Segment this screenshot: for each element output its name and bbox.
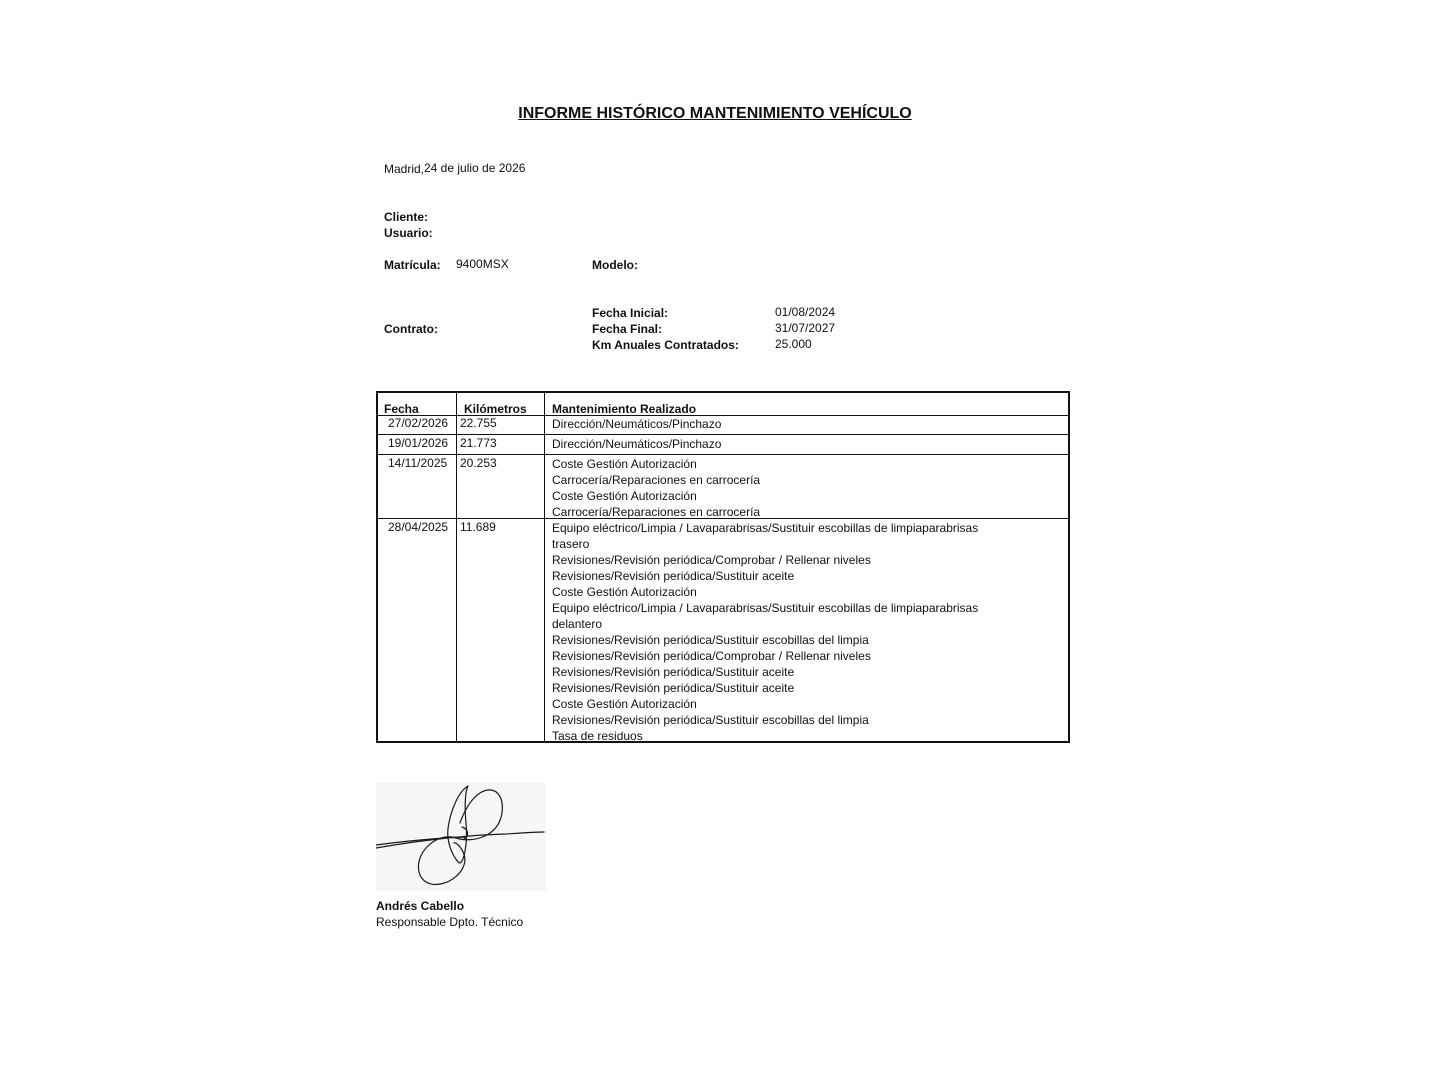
row-km: 11.689 <box>460 520 496 534</box>
maintenance-item: Coste Gestión Autorización <box>552 489 697 503</box>
signatory-role: Responsable Dpto. Técnico <box>376 915 524 929</box>
row-km: 21.773 <box>460 436 497 450</box>
maintenance-item: Carrocería/Reparaciones en carrocería <box>552 505 761 519</box>
maintenance-item: Equipo eléctrico/Limpia / Lavaparabrisas/Sustituir escobillas de limpiaparabrisas <box>552 521 979 535</box>
fecha-final-label: Fecha Final: <box>592 322 663 336</box>
maintenance-item: trasero <box>552 537 590 551</box>
maintenance-item: Revisiones/Revisión periódica/Sustituir escobillas del limpia <box>552 633 869 647</box>
km-anuales-label: Km Anuales Contratados: <box>592 338 739 352</box>
modelo-label: Modelo: <box>592 258 638 272</box>
maintenance-item: Dirección/Neumáticos/Pinchazo <box>552 437 722 451</box>
row-fecha: 19/01/2026 <box>388 436 449 450</box>
row-km: 22.755 <box>460 416 497 430</box>
header-fecha: Fecha <box>384 402 419 416</box>
column-divider <box>544 393 545 741</box>
matricula-label: Matrícula: <box>384 258 441 272</box>
maintenance-item: Revisiones/Revisión periódica/Comprobar / Rellenar niveles <box>552 649 871 663</box>
maintenance-item: Revisiones/Revisión periódica/Sustituir aceite <box>552 681 795 695</box>
fecha-final-value: 31/07/2027 <box>775 321 836 335</box>
maintenance-item: Equipo eléctrico/Limpia / Lavaparabrisas/Sustituir escobillas de limpiaparabrisas <box>552 601 979 615</box>
signature-image <box>376 783 546 891</box>
maintenance-item: Revisiones/Revisión periódica/Sustituir escobillas del limpia <box>552 713 869 727</box>
row-maintenance <box>552 520 978 744</box>
matricula-value: 9400MSX <box>456 257 509 271</box>
row-fecha: 14/11/2025 <box>388 456 448 470</box>
maintenance-item: Carrocería/Reparaciones en carrocería <box>552 473 761 487</box>
row-divider <box>378 434 1068 435</box>
maintenance-item: Revisiones/Revisión periódica/Sustituir aceite <box>552 665 795 679</box>
maintenance-item: Dirección/Neumáticos/Pinchazo <box>552 417 722 431</box>
row-fecha: 28/04/2025 <box>388 520 449 534</box>
row-divider <box>378 454 1068 455</box>
row-km: 20.253 <box>460 456 497 470</box>
header-mantenimiento: Mantenimiento Realizado <box>552 402 697 416</box>
row-maintenance <box>552 416 721 432</box>
contrato-label: Contrato: <box>384 322 438 336</box>
km-anuales-value: 25.000 <box>775 337 812 351</box>
fecha-inicial-label: Fecha Inicial: <box>592 306 669 320</box>
header-kilometros: Kilómetros <box>464 402 527 416</box>
maintenance-item: Tasa de residuos <box>552 729 643 743</box>
row-fecha: 27/02/2026 <box>388 416 449 430</box>
maintenance-item: Coste Gestión Autorización <box>552 585 697 599</box>
place: Madrid, <box>384 162 425 176</box>
row-maintenance <box>552 436 721 452</box>
usuario-label: Usuario: <box>384 226 433 240</box>
fecha-inicial-value: 01/08/2024 <box>775 305 836 319</box>
signature-drawing <box>376 783 546 891</box>
maintenance-item: Coste Gestión Autorización <box>552 697 697 711</box>
cliente-label: Cliente: <box>384 210 429 224</box>
maintenance-item: Revisiones/Revisión periódica/Sustituir aceite <box>552 569 795 583</box>
maintenance-item: Coste Gestión Autorización <box>552 457 697 471</box>
maintenance-item: delantero <box>552 617 603 631</box>
row-maintenance <box>552 456 760 520</box>
maintenance-item: Revisiones/Revisión periódica/Comprobar / Rellenar niveles <box>552 553 871 567</box>
column-divider <box>456 393 457 741</box>
document-title: INFORME HISTÓRICO MANTENIMIENTO VEHÍCULO <box>518 105 912 122</box>
signatory-name: Andrés Cabello <box>376 899 465 913</box>
maintenance-table <box>376 391 1070 743</box>
document-date: 24 de julio de 2026 <box>424 161 526 175</box>
